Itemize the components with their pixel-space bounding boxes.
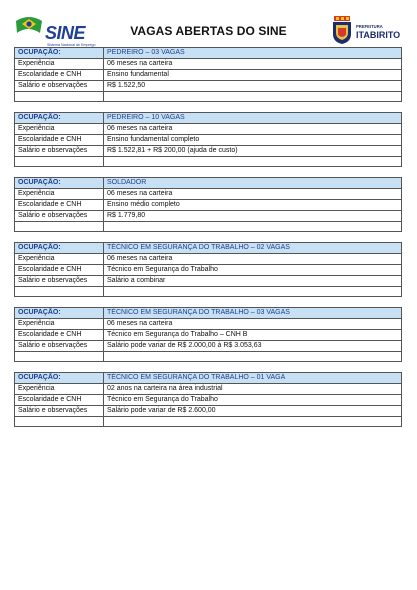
sine-logo-subtext: Sistema Nacional de Emprego bbox=[47, 43, 96, 47]
table-row bbox=[15, 254, 402, 265]
field-value: 02 anos na carteira na área industrial bbox=[104, 384, 402, 395]
field-value: Salário a combinar bbox=[104, 276, 402, 287]
field-label: Experiência bbox=[15, 384, 104, 395]
field-label: Escolaridade e CNH bbox=[15, 135, 104, 146]
job-table bbox=[14, 177, 402, 232]
occupation-row bbox=[15, 373, 402, 384]
field-value: Técnico em Segurança do Trabalho – CNH B bbox=[104, 330, 402, 341]
blank-cell bbox=[104, 417, 402, 427]
page-title: VAGAS ABERTAS DO SINE bbox=[130, 24, 287, 38]
field-label: Escolaridade e CNH bbox=[15, 200, 104, 211]
table-row bbox=[15, 146, 402, 157]
table-row bbox=[15, 319, 402, 330]
blank-cell bbox=[15, 417, 104, 427]
field-value: R$ 1.779,80 bbox=[104, 211, 402, 222]
page-header bbox=[0, 0, 417, 48]
occupation-title: TÉCNICO EM SEGURANÇA DO TRABALHO – 03 VAGAS bbox=[104, 308, 402, 319]
table-row bbox=[15, 265, 402, 276]
occupation-label: OCUPAÇÃO: bbox=[15, 178, 104, 189]
blank-cell bbox=[104, 352, 402, 362]
table-row bbox=[15, 70, 402, 81]
blank-cell bbox=[15, 157, 104, 167]
field-label: Salário e observações bbox=[15, 406, 104, 417]
prefeitura-label: PREFEITURA bbox=[356, 24, 383, 29]
sine-logo-text: SINE bbox=[45, 23, 86, 43]
table-row bbox=[15, 211, 402, 222]
occupation-row bbox=[15, 178, 402, 189]
field-label: Experiência bbox=[15, 59, 104, 70]
field-label: Experiência bbox=[15, 189, 104, 200]
table-row bbox=[15, 384, 402, 395]
field-value: Salário pode variar de R$ 2.000,00 à R$ 3.053,63 bbox=[104, 341, 402, 352]
occupation-title: SOLDADOR bbox=[104, 178, 402, 189]
blank-cell bbox=[104, 287, 402, 297]
field-value: R$ 1.522,81 + R$ 200,00 (ajuda de custo) bbox=[104, 146, 402, 157]
table-row bbox=[15, 59, 402, 70]
field-value: Salário pode variar de R$ 2.600,00 bbox=[104, 406, 402, 417]
job-table bbox=[14, 47, 402, 102]
occupation-title: TÉCNICO EM SEGURANÇA DO TRABALHO – 02 VAGAS bbox=[104, 243, 402, 254]
occupation-label: OCUPAÇÃO: bbox=[15, 373, 104, 384]
field-label: Salário e observações bbox=[15, 146, 104, 157]
field-label: Escolaridade e CNH bbox=[15, 265, 104, 276]
blank-cell bbox=[15, 222, 104, 232]
field-value: 06 meses na carteira bbox=[104, 124, 402, 135]
table-row bbox=[15, 406, 402, 417]
occupation-label: OCUPAÇÃO: bbox=[15, 113, 104, 124]
blank-row bbox=[15, 157, 402, 167]
occupation-row bbox=[15, 113, 402, 124]
blank-row bbox=[15, 287, 402, 297]
occupation-row bbox=[15, 48, 402, 59]
field-value: 06 meses na carteira bbox=[104, 189, 402, 200]
blank-cell bbox=[104, 222, 402, 232]
field-label: Experiência bbox=[15, 319, 104, 330]
table-row bbox=[15, 124, 402, 135]
occupation-label: OCUPAÇÃO: bbox=[15, 243, 104, 254]
field-value: Técnico em Segurança do Trabalho bbox=[104, 265, 402, 276]
prefeitura-logo bbox=[331, 16, 403, 44]
table-row bbox=[15, 200, 402, 211]
blank-row bbox=[15, 352, 402, 362]
table-row bbox=[15, 135, 402, 146]
city-name: ITABIRITO bbox=[356, 30, 401, 40]
city-crest-icon bbox=[331, 16, 353, 44]
job-table bbox=[14, 112, 402, 167]
job-table bbox=[14, 242, 402, 297]
table-row bbox=[15, 395, 402, 406]
occupation-label: OCUPAÇÃO: bbox=[15, 308, 104, 319]
occupation-label: OCUPAÇÃO: bbox=[15, 48, 104, 59]
field-label: Escolaridade e CNH bbox=[15, 330, 104, 341]
field-label: Salário e observações bbox=[15, 81, 104, 92]
field-label: Escolaridade e CNH bbox=[15, 70, 104, 81]
field-value: Ensino médio completo bbox=[104, 200, 402, 211]
table-row bbox=[15, 330, 402, 341]
blank-cell bbox=[15, 287, 104, 297]
blank-row bbox=[15, 92, 402, 102]
field-value: R$ 1.522,50 bbox=[104, 81, 402, 92]
field-label: Salário e observações bbox=[15, 276, 104, 287]
table-row bbox=[15, 189, 402, 200]
blank-row bbox=[15, 222, 402, 232]
table-row bbox=[15, 341, 402, 352]
table-row bbox=[15, 81, 402, 92]
field-label: Salário e observações bbox=[15, 211, 104, 222]
blank-row bbox=[15, 417, 402, 427]
occupation-row bbox=[15, 308, 402, 319]
job-table bbox=[14, 372, 402, 427]
field-label: Experiência bbox=[15, 124, 104, 135]
job-openings-list bbox=[14, 47, 402, 437]
occupation-title: PEDREIRO – 03 VAGAS bbox=[104, 48, 402, 59]
job-table bbox=[14, 307, 402, 362]
field-label: Escolaridade e CNH bbox=[15, 395, 104, 406]
blank-cell bbox=[15, 352, 104, 362]
field-value: Técnico em Segurança do Trabalho bbox=[104, 395, 402, 406]
blank-cell bbox=[15, 92, 104, 102]
occupation-row bbox=[15, 243, 402, 254]
field-value: Ensino fundamental completo bbox=[104, 135, 402, 146]
occupation-title: TÉCNICO EM SEGURANÇA DO TRABALHO – 01 VAGA bbox=[104, 373, 402, 384]
field-label: Salário e observações bbox=[15, 341, 104, 352]
field-value: 06 meses na carteira bbox=[104, 319, 402, 330]
table-row bbox=[15, 276, 402, 287]
field-value: Ensino fundamental bbox=[104, 70, 402, 81]
field-value: 06 meses na carteira bbox=[104, 59, 402, 70]
occupation-title: PEDREIRO – 10 VAGAS bbox=[104, 113, 402, 124]
field-value: 06 meses na carteira bbox=[104, 254, 402, 265]
blank-cell bbox=[104, 157, 402, 167]
field-label: Experiência bbox=[15, 254, 104, 265]
blank-cell bbox=[104, 92, 402, 102]
